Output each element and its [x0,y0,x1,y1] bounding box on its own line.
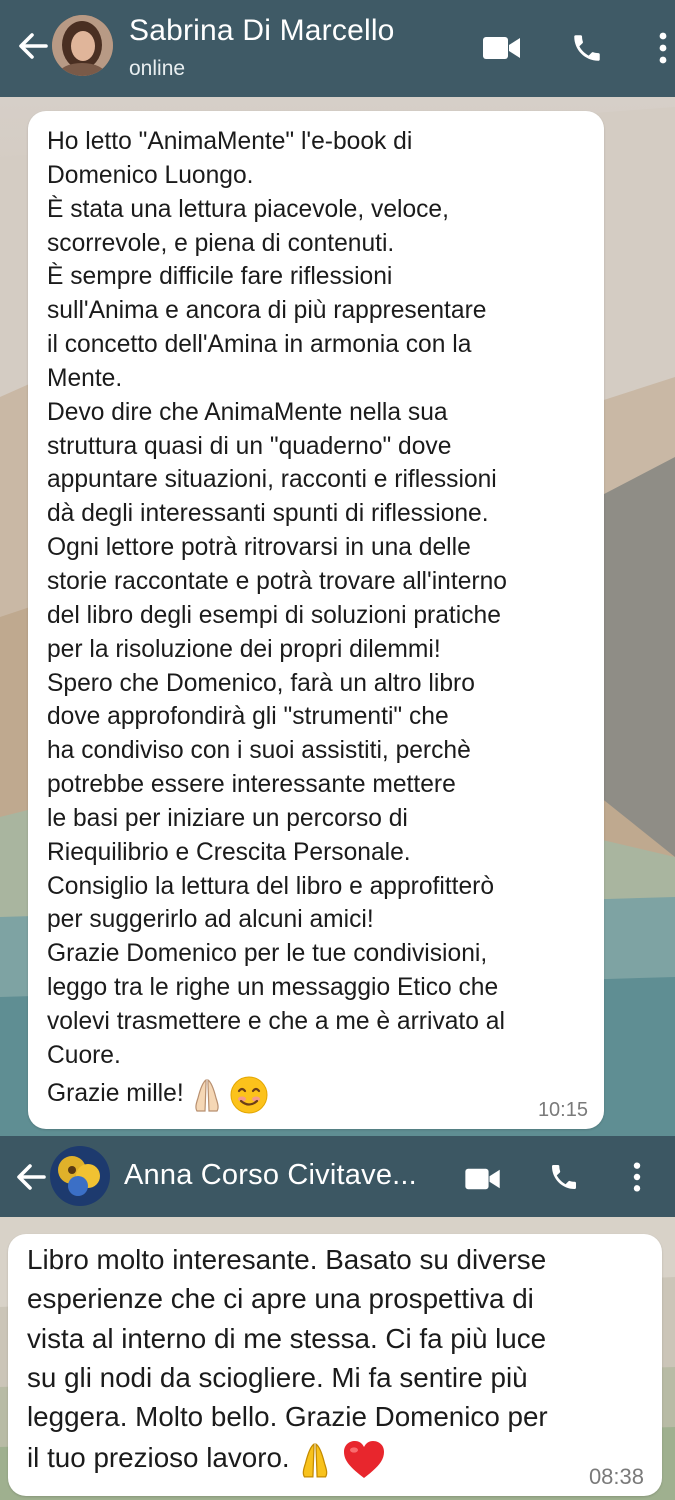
message-last-line [27,1437,387,1481]
contact-status: online [129,57,186,80]
message-bubble[interactable] [8,1234,662,1496]
avatar-photo [50,1146,110,1206]
message-closing-text: Grazie mille! [47,1080,184,1107]
message-text: Ho letto "AnimaMente" l'e-book di Domenico Luongo. È stata una lettura piacevole, veloce, scorrevole, e piena di contenuti. È sempre difficile fare riflessioni sull'Anima e ancora di più rappresentare il concetto dell'Amina in armonia con la Mente. Devo dire che AnimaMente nella sua struttura quasi di un "quaderno" dove appuntare situazioni, racconti e riflessioni dà degli interessanti spunti di riflessione. Ogni lettore potrà ritrovarsi in una delle storie raccontate e potrà trovare all'interno del libro degli esempi di soluzioni pratiche per la risoluzione dei propri dilemmi! Spero che Domenico, farà un altro libro dove approfondirà gli "strumenti" che ha condiviso con i suoi assistiti, perchè potrebbe essere interessante mettere le basi per iniziare un percorso di Riequilibrio e Crescita Personale. Consiglio la lettura del libro e approfitterò per suggerirlo ad alcuni amici! Grazie Domenico per le tue condivisioni, leggo tra le righe un messaggio Etico che volevi trasmettere e che a me è arrivato al Cuore. [47,128,507,1069]
chat-screenshot-2 [0,1136,675,1500]
contact-avatar[interactable] [52,15,113,76]
message-last-line-text: il tuo prezioso lavoro. [27,1442,290,1473]
message-closing-line [47,1074,269,1115]
smiling-face-icon [229,1075,269,1115]
chat-header [0,0,675,97]
folded-hands-icon [297,1440,333,1480]
folded-hands-icon [191,1076,223,1114]
message-text: Libro molto interesante. Basato su diverse esperienze che ci apre una prospettiva di vista al interno di me stessa. Ci fa più luce su gli nodi da sciogliere. Mi fa sentire più leggera. Molto bello. Grazie Domenico per [27,1244,548,1433]
more-options-icon[interactable] [656,30,670,66]
message-time: 10:15 [537,1099,588,1121]
back-arrow-icon[interactable] [12,26,52,66]
message-bubble[interactable] [28,111,604,1129]
video-call-icon[interactable] [464,1166,502,1192]
back-arrow-icon[interactable] [10,1157,50,1197]
red-heart-icon [341,1439,387,1481]
contact-name[interactable]: Sabrina Di Marcello [129,14,395,47]
contact-name[interactable]: Anna Corso Civitave... [124,1159,417,1191]
message-time: 08:38 [588,1464,644,1489]
avatar-photo [52,15,113,76]
voice-call-icon[interactable] [548,1161,580,1193]
chat-header [0,1136,675,1217]
contact-avatar[interactable] [50,1146,110,1206]
more-options-icon[interactable] [630,1160,644,1194]
video-call-icon[interactable] [482,34,522,62]
voice-call-icon[interactable] [570,31,604,65]
